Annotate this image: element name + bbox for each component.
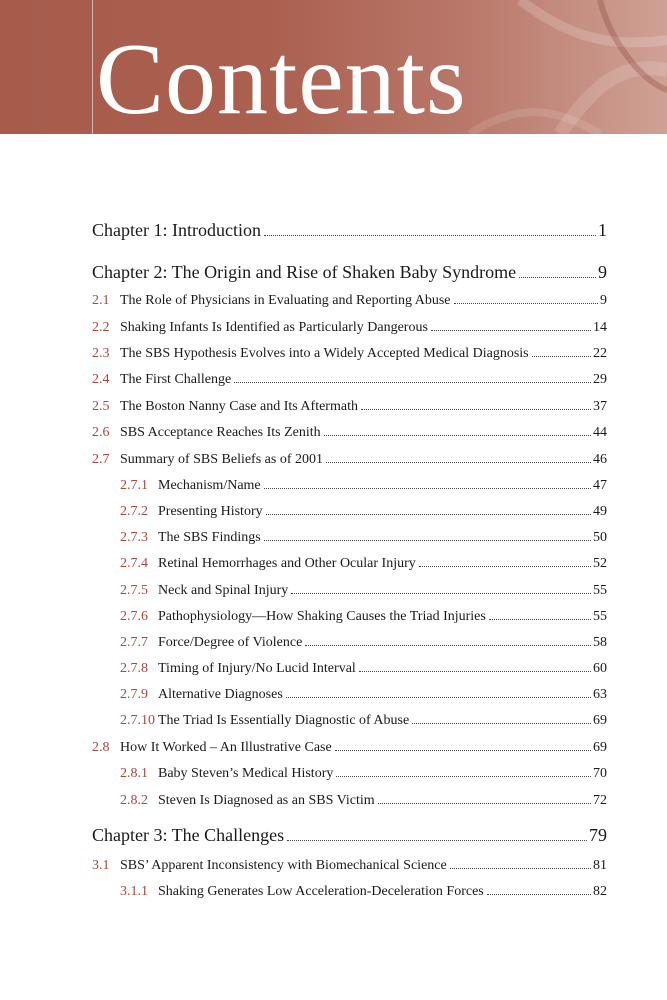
toc-entry-number: 2.7.2 [120,504,148,519]
toc-entry-page-number: 1 [598,220,607,240]
toc-entry-page-number: 72 [593,793,607,808]
toc-entry-page-number: 9 [598,262,607,282]
toc-entry-page-number: 9 [600,293,607,308]
toc-entry-sub [120,635,607,651]
toc-entry-section [92,399,607,415]
toc-entry-sub [120,793,607,809]
dot-leader [287,840,587,841]
dot-leader [324,435,591,436]
dot-leader [431,330,591,331]
dot-leader [336,776,591,777]
dot-leader [419,566,591,567]
toc-entry-title: Force/Degree of Violence [158,635,303,650]
toc-entry-title: Summary of SBS Beliefs as of 2001 [120,452,323,467]
toc-entry-title: The Boston Nanny Case and Its Aftermath [120,399,358,414]
toc-entry-chapter [92,825,607,846]
toc-entry-number: 2.7.9 [120,687,148,702]
toc-entry-page-number: 69 [593,713,607,728]
toc-entry-sub [120,504,607,520]
dot-leader [291,593,591,594]
toc-entry-page-number: 60 [593,661,607,676]
toc-entry-chapter [92,262,607,283]
dot-leader [450,868,591,869]
dot-leader [359,671,591,672]
toc-entry-number: 2.7 [92,452,110,467]
toc-entry-page-number: 14 [593,320,607,335]
toc-entry-page-number: 37 [593,399,607,414]
toc-entry-title: The First Challenge [120,372,232,387]
toc-entry-page-number: 69 [593,740,607,755]
toc-entry-page-number: 55 [593,583,607,598]
toc-entry-title: Shaking Generates Low Acceleration-Deceleration Forces [158,884,484,899]
toc-entry-number: 2.7.7 [120,635,148,650]
toc-entry-title: Steven Is Diagnosed as an SBS Victim [158,793,375,808]
toc-entry-page-number: 55 [593,609,607,624]
toc-entry-page-number: 49 [593,504,607,519]
toc-entry-title: Alternative Diagnoses [158,687,283,702]
dot-leader [519,277,596,278]
toc-entry-sub [120,661,607,677]
toc-entry-page-number: 29 [593,372,607,387]
toc-entry-sub [120,884,607,900]
toc-entry-chapter [92,220,607,241]
toc-entry-number: 2.4 [92,372,110,387]
dot-leader [454,303,598,304]
toc-entry-number: 2.7.5 [120,583,148,598]
dot-leader [286,697,591,698]
header-banner [0,0,667,134]
toc-entry-page-number: 52 [593,556,607,571]
toc-entry-number: 2.2 [92,320,110,335]
toc-entry-title: Presenting History [158,504,263,519]
toc-entry-title: Shaking Infants Is Identified as Particularly Dangerous [120,320,428,335]
toc-entry-number: 3.1 [92,858,110,873]
toc-entry-number: 2.7.8 [120,661,148,676]
toc-entry-page-number: 46 [593,452,607,467]
toc-entry-title: How It Worked – An Illustrative Case [120,740,332,755]
dot-leader [489,619,591,620]
toc-entry-sub [120,583,607,599]
toc-entry-title: The SBS Findings [158,530,261,545]
toc-entry-title: Neck and Spinal Injury [158,583,289,598]
toc-entry-section [92,346,607,362]
toc-entry-section [92,425,607,441]
toc-entry-title: SBS’ Apparent Inconsistency with Biomechanical Science [120,858,447,873]
toc-entry-number: 2.8 [92,740,110,755]
dot-leader [326,462,591,463]
toc-entry-sub [120,687,607,703]
dot-leader [532,356,591,357]
toc-entry-page-number: 79 [589,825,607,845]
toc-entry-number: 2.8.1 [120,766,148,781]
toc-entry-section [92,452,607,468]
page-title: Contents [96,23,467,134]
toc-entry-title: The Role of Physicians in Evaluating and Reporting Abuse [120,293,451,308]
toc-entry-title: Chapter 3: The Challenges [92,825,285,845]
toc-entry-page-number: 44 [593,425,607,440]
toc-entry-sub [120,556,607,572]
toc-entry-page-number: 81 [593,858,607,873]
dot-leader [264,235,596,236]
dot-leader [335,750,591,751]
toc-entry-title: Mechanism/Name [158,478,261,493]
toc-entry-page-number: 22 [593,346,607,361]
dot-leader [264,540,591,541]
toc-entry-section [92,320,607,336]
toc-entry-number: 2.3 [92,346,110,361]
toc-entry-page-number: 50 [593,530,607,545]
dot-leader [487,894,591,895]
toc-entry-section [92,372,607,388]
toc-entry-sub [120,713,607,729]
dot-leader [361,409,591,410]
dot-leader [378,803,591,804]
dot-leader [305,645,591,646]
dot-leader [266,514,591,515]
toc-entry-title: Chapter 2: The Origin and Rise of Shaken Baby Syndrome [92,262,517,282]
toc-entry-number: 2.8.2 [120,793,148,808]
toc-entry-page-number: 70 [593,766,607,781]
toc-entry-title: Retinal Hemorrhages and Other Ocular Injury [158,556,416,571]
toc-entry-sub [120,609,607,625]
toc-entry-number: 2.7.1 [120,478,148,493]
toc-entry-title: Baby Steven’s Medical History [158,766,334,781]
toc-entry-sub [120,530,607,546]
toc-entry-section [92,740,607,756]
toc-entry-title: The SBS Hypothesis Evolves into a Widely Accepted Medical Diagnosis [120,346,529,361]
toc-entry-page-number: 47 [593,478,607,493]
toc-entry-page-number: 82 [593,884,607,899]
header-divider [92,0,93,134]
toc-entry-title: Chapter 1: Introduction [92,220,261,240]
dot-leader [234,382,591,383]
dot-leader [264,488,591,489]
toc-entry-title: Timing of Injury/No Lucid Interval [158,661,356,676]
toc-entry-section [92,293,607,309]
toc-entry-number: 3.1.1 [120,884,148,899]
toc-entry-number: 2.7.4 [120,556,148,571]
toc-entry-title: The Triad Is Essentially Diagnostic of Abuse [158,713,410,728]
toc-entry-number: 2.1 [92,293,110,308]
toc-entry-sub [120,766,607,782]
toc-entry-page-number: 63 [593,687,607,702]
toc-entry-number: 2.7.3 [120,530,148,545]
toc-entry-number: 2.6 [92,425,110,440]
dot-leader [412,723,591,724]
toc-entry-number: 2.5 [92,399,110,414]
toc-entry-title: Pathophysiology—How Shaking Causes the Triad Injuries [158,609,486,624]
toc-entry-number: 2.7.10 [120,713,155,728]
toc-entry-number: 2.7.6 [120,609,148,624]
toc-entry-title: SBS Acceptance Reaches Its Zenith [120,425,321,440]
toc-entry-sub [120,478,607,494]
toc-entry-page-number: 58 [593,635,607,650]
toc-entry-section [92,858,607,874]
